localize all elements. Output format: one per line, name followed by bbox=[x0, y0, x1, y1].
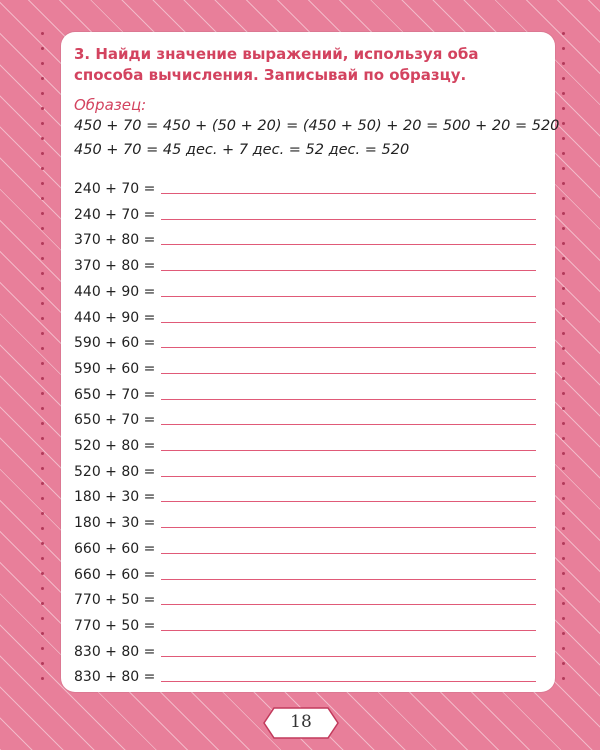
answer-line[interactable] bbox=[161, 656, 536, 657]
border-dot bbox=[562, 302, 565, 305]
exercise-row bbox=[74, 584, 536, 609]
border-dot bbox=[41, 467, 44, 470]
border-dot bbox=[41, 647, 44, 650]
border-dot bbox=[41, 332, 44, 335]
exercise-row bbox=[74, 173, 536, 198]
border-dot bbox=[41, 572, 44, 575]
answer-line[interactable] bbox=[161, 681, 536, 682]
exercise-row bbox=[74, 636, 536, 661]
border-dot bbox=[562, 422, 565, 425]
exercise-expression: 590 + 60 = bbox=[74, 335, 156, 352]
exercise-row bbox=[74, 559, 536, 584]
exercise-expression: 180 + 30 = bbox=[74, 489, 156, 506]
border-dot bbox=[562, 242, 565, 245]
exercise-row bbox=[74, 250, 536, 275]
border-dot bbox=[562, 512, 565, 515]
border-dot bbox=[562, 362, 565, 365]
border-dot bbox=[562, 167, 565, 170]
exercise-expression: 520 + 80 = bbox=[74, 438, 156, 454]
border-dot bbox=[562, 407, 565, 410]
border-dot bbox=[41, 662, 44, 665]
exercise-expression: 180 + 30 = bbox=[74, 515, 156, 532]
exercise-expression: 660 + 60 = bbox=[74, 566, 156, 583]
exercise-row bbox=[74, 533, 536, 558]
exercise-row bbox=[74, 353, 536, 378]
border-dot bbox=[562, 377, 565, 380]
border-dot bbox=[41, 62, 44, 65]
border-dot bbox=[41, 122, 44, 125]
border-dot bbox=[562, 617, 565, 620]
exercise-expression: 240 + 70 = bbox=[74, 181, 156, 197]
exercise-row bbox=[74, 661, 536, 686]
border-dot bbox=[41, 302, 44, 305]
answer-line[interactable] bbox=[161, 296, 536, 297]
border-dot bbox=[562, 257, 565, 260]
border-dot bbox=[562, 347, 565, 350]
border-dot bbox=[41, 32, 44, 35]
page-number: 18 bbox=[290, 712, 312, 732]
border-dot bbox=[41, 527, 44, 530]
exercise-expression: 440 + 90 = bbox=[74, 283, 156, 300]
border-dot bbox=[41, 107, 44, 110]
border-dot bbox=[41, 437, 44, 440]
border-dot bbox=[562, 467, 565, 470]
answer-line[interactable] bbox=[161, 450, 536, 451]
border-dot bbox=[41, 212, 44, 215]
border-dot bbox=[41, 137, 44, 140]
exercise-row bbox=[74, 430, 536, 455]
border-dot bbox=[562, 227, 565, 230]
border-dot bbox=[41, 557, 44, 560]
border-dot bbox=[41, 362, 44, 365]
exercise-expression: 660 + 60 = bbox=[74, 540, 156, 557]
answer-line[interactable] bbox=[161, 322, 536, 323]
border-dot bbox=[562, 497, 565, 500]
border-dot bbox=[562, 632, 565, 635]
border-dot bbox=[41, 257, 44, 260]
border-dot bbox=[562, 662, 565, 665]
border-dot bbox=[562, 272, 565, 275]
page-number-badge bbox=[262, 706, 340, 740]
exercise-expression: 650 + 70 = bbox=[74, 386, 156, 403]
border-dot bbox=[41, 347, 44, 350]
border-dot bbox=[41, 677, 44, 680]
answer-line[interactable] bbox=[161, 347, 536, 348]
border-dot bbox=[41, 377, 44, 380]
border-dot bbox=[562, 197, 565, 200]
border-dot bbox=[562, 437, 565, 440]
border-dot bbox=[562, 122, 565, 125]
exercise-row bbox=[74, 327, 536, 352]
exercise-expression: 520 + 80 = bbox=[74, 463, 156, 480]
border-dot bbox=[562, 152, 565, 155]
exercise-expression: 650 + 70 = bbox=[74, 412, 156, 429]
task-heading: 3. Найди значение выражений, используя оба способа вычисления. Записывай по образцу. bbox=[74, 45, 479, 84]
border-dot bbox=[562, 572, 565, 575]
border-dot bbox=[41, 152, 44, 155]
exercise-expression: 440 + 90 = bbox=[74, 309, 156, 326]
answer-line[interactable] bbox=[161, 476, 536, 477]
answer-line[interactable] bbox=[161, 527, 536, 528]
left-dot-border bbox=[32, 32, 52, 692]
answer-line[interactable] bbox=[161, 399, 536, 400]
exercise-row bbox=[74, 276, 536, 301]
border-dot bbox=[41, 587, 44, 590]
exercise-row bbox=[74, 610, 536, 635]
exercise-row bbox=[74, 224, 536, 249]
border-dot bbox=[562, 332, 565, 335]
exercise-expression: 240 + 70 = bbox=[74, 206, 156, 223]
border-dot bbox=[41, 482, 44, 485]
border-dot bbox=[41, 47, 44, 50]
answer-line[interactable] bbox=[161, 373, 536, 374]
exercise-expression: 830 + 80 = bbox=[74, 643, 156, 660]
border-dot bbox=[562, 77, 565, 80]
answer-line[interactable] bbox=[161, 219, 536, 220]
border-dot bbox=[562, 527, 565, 530]
border-dot bbox=[41, 287, 44, 290]
border-dot bbox=[41, 197, 44, 200]
answer-line[interactable] bbox=[161, 244, 536, 245]
answer-line[interactable] bbox=[161, 424, 536, 425]
exercise-row bbox=[74, 199, 536, 224]
answer-line[interactable] bbox=[161, 579, 536, 580]
border-dot bbox=[41, 227, 44, 230]
sample-label: Образец: bbox=[74, 96, 147, 114]
border-dot bbox=[41, 542, 44, 545]
border-dot bbox=[41, 317, 44, 320]
border-dot bbox=[562, 647, 565, 650]
border-dot bbox=[562, 47, 565, 50]
answer-line[interactable] bbox=[161, 270, 536, 271]
exercise-expression: 590 + 60 = bbox=[74, 360, 156, 377]
exercise-expression: 770 + 50 = bbox=[74, 617, 156, 634]
border-dot bbox=[41, 512, 44, 515]
border-dot bbox=[562, 212, 565, 215]
border-dot bbox=[41, 452, 44, 455]
border-dot bbox=[562, 542, 565, 545]
exercise-expression: 370 + 80 = bbox=[74, 232, 156, 249]
border-dot bbox=[562, 107, 565, 110]
exercise-expression: 370 + 80 = bbox=[74, 258, 156, 275]
border-dot bbox=[41, 602, 44, 605]
border-dot bbox=[41, 77, 44, 80]
border-dot bbox=[562, 137, 565, 140]
border-dot bbox=[41, 632, 44, 635]
border-dot bbox=[41, 242, 44, 245]
sample-line-2: 450 + 70 = 45 дес. + 7 дес. = 52 дес. = 520 bbox=[74, 142, 410, 158]
border-dot bbox=[562, 62, 565, 65]
answer-line[interactable] bbox=[161, 501, 536, 502]
exercise-row bbox=[74, 404, 536, 429]
exercise-row bbox=[74, 481, 536, 506]
sample-line-1: 450 + 70 = 450 + (50 + 20) = (450 + 50) + 20 = 500 + 20 = 520 bbox=[74, 118, 560, 134]
border-dot bbox=[41, 617, 44, 620]
border-dot bbox=[562, 557, 565, 560]
answer-line[interactable] bbox=[161, 553, 536, 554]
border-dot bbox=[41, 422, 44, 425]
border-dot bbox=[562, 677, 565, 680]
answer-line[interactable] bbox=[161, 193, 536, 194]
answer-line[interactable] bbox=[161, 604, 536, 605]
border-dot bbox=[562, 392, 565, 395]
exercise-row bbox=[74, 379, 536, 404]
border-dot bbox=[562, 602, 565, 605]
border-dot bbox=[41, 407, 44, 410]
exercise-row bbox=[74, 302, 536, 327]
border-dot bbox=[41, 392, 44, 395]
border-dot bbox=[562, 182, 565, 185]
exercise-row bbox=[74, 507, 536, 532]
border-dot bbox=[562, 587, 565, 590]
border-dot bbox=[41, 497, 44, 500]
border-dot bbox=[562, 287, 565, 290]
border-dot bbox=[562, 452, 565, 455]
border-dot bbox=[41, 167, 44, 170]
border-dot bbox=[562, 92, 565, 95]
border-dot bbox=[562, 482, 565, 485]
exercise-expression: 830 + 80 = bbox=[74, 669, 156, 686]
border-dot bbox=[562, 317, 565, 320]
exercise-expression: 770 + 50 = bbox=[74, 592, 156, 609]
exercise-row bbox=[74, 456, 536, 481]
border-dot bbox=[41, 182, 44, 185]
border-dot bbox=[41, 92, 44, 95]
border-dot bbox=[41, 272, 44, 275]
border-dot bbox=[562, 32, 565, 35]
answer-line[interactable] bbox=[161, 630, 536, 631]
